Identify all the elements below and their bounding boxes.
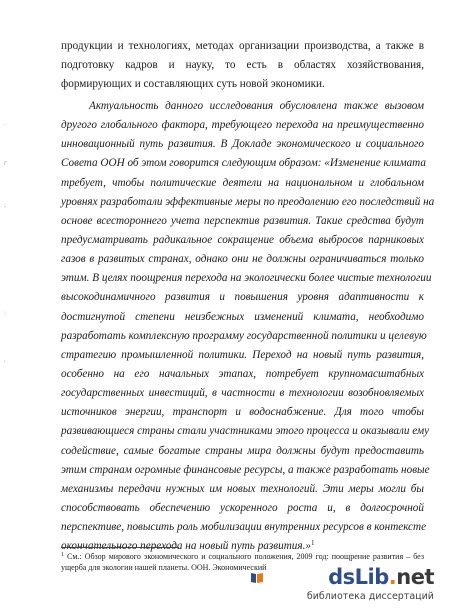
text-line: источников энергии, транспорт и водоснабжение. Для того чтобы — [61, 406, 424, 419]
text-line: окончательного перехода на новый путь развития.» — [61, 540, 311, 553]
text-line: достигнутой степени неизбежных изменений климата, необходимо — [61, 310, 424, 323]
scan-margin-marks — [2, 120, 12, 380]
watermark-logo-tld: net — [396, 565, 434, 589]
text-line: инновационный путь развития. В Докладе экономического и социального — [61, 138, 424, 151]
text-line: разработать комплексную программу государственной политики и целевую — [61, 329, 427, 342]
text-line: способствовать обеспечению ускоренного роста и, в долгосрочной — [61, 501, 424, 514]
text-line: формирующих и составляющих суть новой экономики. — [61, 78, 325, 91]
text-line: продукции и технологиях, методах организации производства, а также в — [61, 40, 424, 52]
watermark-logo-dot: . — [388, 565, 397, 589]
watermark-subtitle: библиотека диссертаций — [306, 591, 434, 602]
text-line: содействие, самые богатые страны мира должны будут предоставить — [61, 444, 424, 457]
text-line: перспективе, повысить роль мобилизации внутренних ресурсов в контексте — [61, 521, 427, 534]
watermark-logo — [328, 565, 434, 589]
text-line: высокодинамичного развития и повышения уровня адаптивности к — [61, 291, 424, 304]
text-line: особенно на его начальных этапах, потребует крупномасштабных — [61, 367, 424, 380]
footnote-divider — [61, 547, 179, 548]
text-line: Актуальность данного исследования обусловлена также вызовом — [89, 100, 424, 112]
text-line: предусматривать радикальное сокращение объема выбросов парниковых — [61, 233, 424, 246]
main-paragraph — [61, 97, 435, 556]
footnote-reference[interactable]: 1 — [310, 539, 315, 548]
text-line: основе всестороннего учета перспектив развития. Такие средства будут — [61, 214, 424, 227]
margin-mark: ; — [4, 202, 7, 209]
intro-paragraph — [61, 37, 424, 94]
text-line: этим странам огромные финансовые ресурсы, а также разработать новые — [61, 463, 430, 476]
text-line: подготовку кадров и науку, то есть в областях хозяйствования, — [61, 59, 424, 72]
margin-mark: г — [4, 160, 8, 167]
text-line: стратегию промышленной политики. Переход на новый путь развития, — [61, 348, 424, 361]
text-line: развивающиеся страны стали участниками этого процесса и оказывали ему — [61, 425, 430, 438]
watermark-logo-main: dsLib — [328, 565, 389, 589]
text-line: механизмы передачи нужных им новых технологий. Эти меры могли бы — [61, 482, 424, 495]
text-line: государственных инвестиций, в частности в технологии возобновляемых — [61, 387, 424, 400]
footnote-marker: 1 — [61, 552, 64, 558]
text-line: газов в развитых странах, однако они не должны ограничиваться только — [61, 253, 424, 266]
site-watermark[interactable] — [264, 565, 434, 605]
margin-mark: : — [4, 310, 7, 317]
footnote-line — [61, 552, 424, 563]
footnote-text: См.: Обзор мирового экономического и социального положения, 2009 год: поощрение развития – без — [67, 552, 424, 561]
margin-mark: ' — [4, 360, 6, 367]
text-line: Совета ООН об этом говорится следующим образом: «Изменение климата — [61, 157, 426, 170]
text-line: другого глобального фактора, требующего перехода на преимущественно — [61, 119, 424, 132]
text-line: требует, чтобы политические деятели на национальном и глобальном — [61, 176, 424, 189]
text-line: уровнях разработали эффективные меры по преодолению его последствий на — [61, 195, 435, 208]
margin-mark: . — [4, 120, 6, 127]
book-icon — [250, 571, 264, 585]
text-line: этим. В целях поощрения перехода на экологически более чистые технологии — [61, 272, 432, 285]
footnote-line: ущерба для экологии нашей планеты. ООН. Экономический — [61, 562, 267, 572]
